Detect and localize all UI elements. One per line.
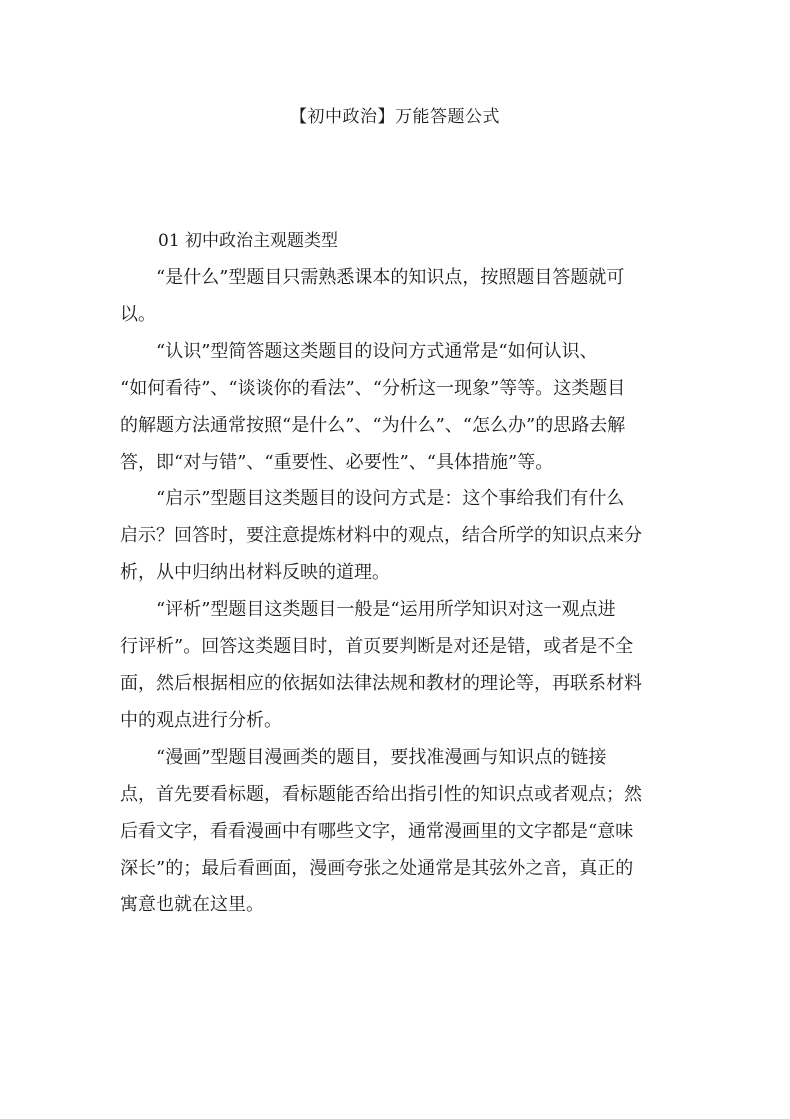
document-body: [120, 228, 680, 924]
paragraph-cartoon: “漫画”型题目漫画类的题目，要找准漫画与知识点的链接 点，首先要看标题，看标题能否给出指引性的知识点或者观点；然 后看文字，看看漫画中有哪些文字，通常漫画里的文字都是“意味 深长”的；最后看画面，漫画夸张之处通常是其弦外之音，真正的 寓意也就在这里。: [120, 746, 642, 916]
paragraph-what-is: “是什么”型题目只需熟悉课本的知识点，按照题目答题就可 以。: [120, 267, 625, 325]
paragraph-evaluation: “评析”型题目这类题目一般是“运用所学知识对这一观点进 行评析”。回答这类题目时，首页要判断是对还是错，或者是不全 面，然后根据相应的依据如法律法规和教材的理论等，再联系材料 中的观点进行分析。: [120, 599, 642, 731]
section-heading: 01 初中政治主观题类型: [158, 231, 339, 251]
paragraph-inspiration: “启示”型题目这类题目的设问方式是：这个事给我们有什么 启示？回答时，要注意提炼材料中的观点，结合所学的知识点来分 析，从中归纳出材料反映的道理。: [120, 488, 642, 584]
document-title: 【初中政治】万能答题公式: [290, 107, 500, 127]
paragraph-understanding: “认识”型简答题这类题目的设问方式通常是“如何认识、 “如何看待”、“谈谈你的看法”、“分析这一现象”等等。这类题目 的解题方法通常按照“是什么”、“为什么”、“怎么办”的思路去解 答，即“对与错”、“重要性、必要性”、“具体措施”等。: [120, 340, 626, 473]
